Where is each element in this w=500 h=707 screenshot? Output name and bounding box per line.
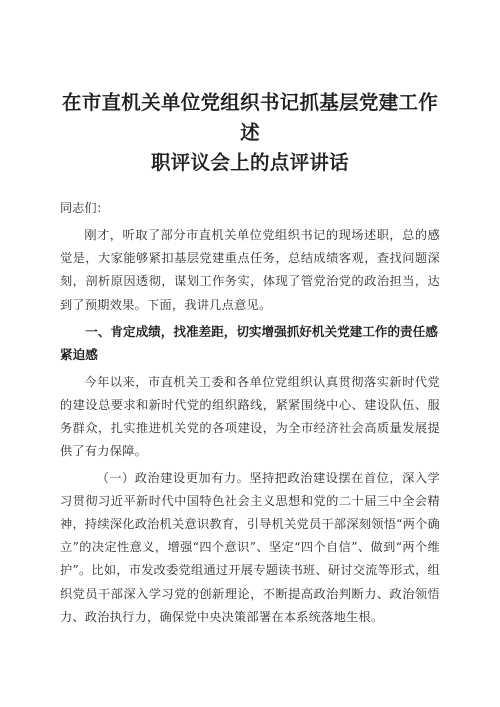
- salutation: 同志们：: [60, 201, 109, 215]
- section-paragraph-1: 今年以来，市直机关工委和各单位党组织认真贯彻落实新时代党的建设总要求和新时代党的组织路线，紧紧围绕中心、建设队伍、服务群众，扎实推进机关党的各项建设，为全市经济社会高质量发展提供了有力保障。: [60, 374, 440, 459]
- document-title: [60, 88, 440, 178]
- section-paragraph-2: （一）政治建设更加有力。坚持把政治建设摆在首位，深入学习贯彻习近平新时代中国特色社会主义思想和党的二十届三中全会精神，持续深化政治机关意识教育，引导机关党员干部深刻领悟“两个确立”的决定性意义，增强“四个意识”、坚定“四个自信”、做到“两个维护”。比如，市发改委党组通过开展专题读书班、研讨交流等形式，组织党员干部深入学习党的创新理论，不断提高政治判断力、政治领悟力、政治执行力，确保党中央决策部署在本系统落地生根。: [60, 470, 440, 624]
- opening-paragraph: 刚才，听取了部分市直机关单位党组织书记的现场述职，总的感觉是，大家能够紧扣基层党建重点任务，总结成绩客观，查找问题深刻，剖析原因透彻，谋划工作务实，体现了管党治党的政治担当，达到了预期效果。下面，我讲几点意见。: [60, 228, 440, 312]
- section-heading: 一、肯定成绩，找准差距，切实增强抓好机关党建工作的责任感紧迫感: [60, 323, 438, 362]
- title-line-1: 在市直机关单位党组织书记抓基层党建工作述: [61, 91, 439, 144]
- title-line-2: 职评议会上的点评讲话: [150, 151, 349, 174]
